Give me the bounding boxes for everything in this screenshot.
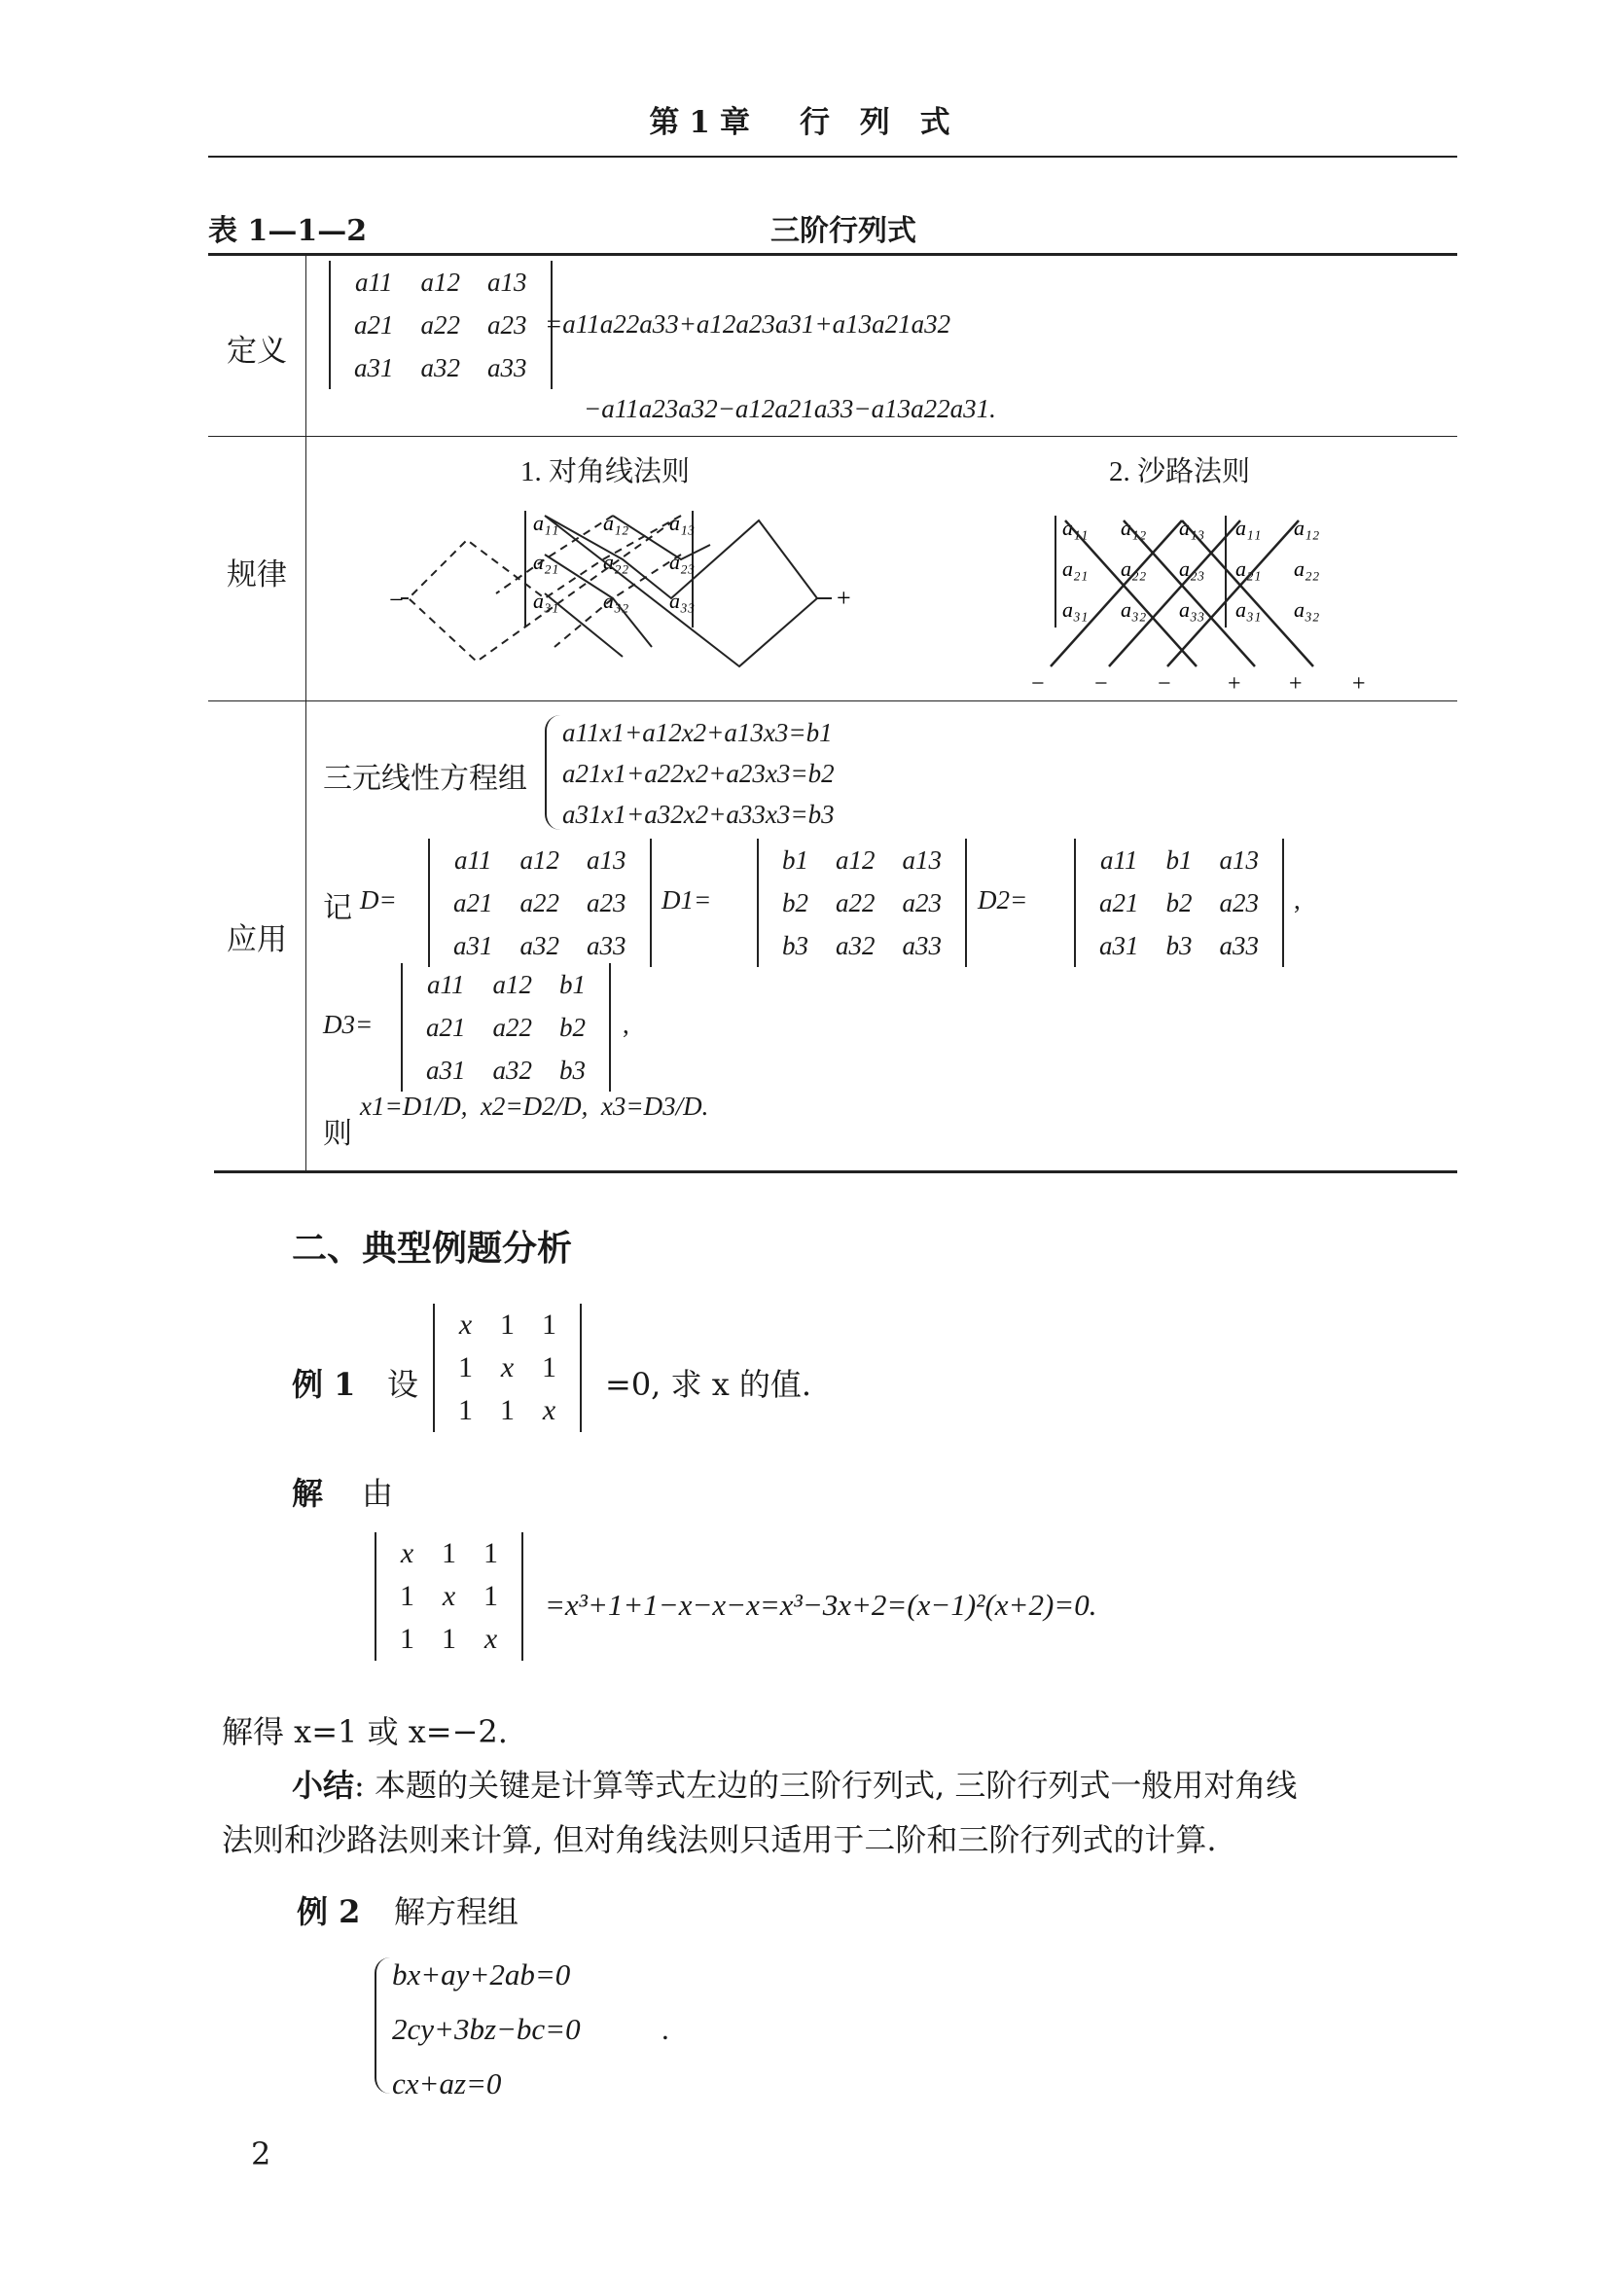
svg-text:a₂₃: a₂₃ (669, 550, 696, 574)
table-row-rule-1 (208, 436, 1457, 437)
cell: b2 (1165, 887, 1193, 917)
svg-text:a₁₂: a₁₂ (1294, 516, 1320, 540)
cell: a31 (354, 352, 394, 382)
cell: a32 (420, 352, 460, 382)
D2-label: D2= (978, 885, 1028, 915)
ji-label: 记 (323, 891, 352, 925)
cell: a23 (587, 887, 626, 917)
diagonal-rule-diagram (389, 501, 856, 691)
cell: b3 (559, 1055, 586, 1085)
ex2-period: . (661, 2012, 669, 2046)
system-eq-3: a31x1+a32x2+a33x3=b3 (562, 800, 835, 829)
cell: 1 (400, 1623, 414, 1655)
example-1-she: 设 (387, 1366, 419, 1403)
svg-text:a₁₁: a₁₁ (1235, 516, 1262, 540)
solution-determinant (375, 1532, 523, 1661)
svg-text:a₂₃: a₂₃ (1179, 556, 1205, 581)
cell: a11 (454, 844, 492, 875)
cell: x (400, 1537, 414, 1569)
cell: 1 (483, 1580, 498, 1612)
svg-text:−: − (1094, 671, 1108, 696)
cell: x (542, 1394, 556, 1426)
cell: 1 (400, 1580, 414, 1612)
solution-label: 解 (292, 1475, 324, 1512)
cell: 1 (500, 1394, 515, 1426)
rule-row-label: 规律 (227, 557, 287, 592)
sarrus-rule-diagram (1012, 506, 1420, 696)
example-1-determinant (433, 1304, 582, 1432)
cell: a31 (453, 930, 493, 960)
comma: , (1294, 885, 1301, 915)
cell: a33 (902, 930, 942, 960)
definition-expansion-line2: −a11a23a32−a12a21a33−a13a22a31. (584, 394, 996, 423)
diagonal-rule-title: 1. 对角线法则 (520, 456, 691, 487)
table-bottom-rule (214, 1170, 1457, 1173)
application-row-label: 应用 (227, 922, 287, 957)
determinant-D1 (757, 839, 967, 967)
cell: a13 (587, 844, 626, 875)
svg-text:a₁₃: a₁₃ (1179, 516, 1205, 540)
summary-text-1: : 本题的关键是计算等式左边的三阶行列式, 三阶行列式一般用对角线 (354, 1767, 1298, 1804)
table-label: 表 1—1—2 (208, 214, 368, 248)
cell: 1 (542, 1351, 556, 1383)
cell: a31 (426, 1055, 466, 1085)
svg-text:a₃₁: a₃₁ (1062, 597, 1089, 622)
cell: b3 (782, 930, 808, 960)
cell: a21 (354, 309, 394, 340)
svg-text:a₂₁: a₂₁ (1235, 556, 1262, 581)
cell: b2 (559, 1012, 586, 1042)
cell: a22 (519, 887, 559, 917)
cell: a23 (1219, 887, 1259, 917)
table-top-rule (208, 253, 1457, 256)
comma: , (623, 1010, 629, 1039)
svg-text:a₂₂: a₂₂ (1121, 556, 1147, 581)
cell: a23 (487, 309, 527, 340)
svg-text:−: − (1158, 671, 1171, 696)
cell: a12 (420, 267, 460, 297)
page-number: 2 (251, 2135, 271, 2172)
cell: b2 (782, 887, 808, 917)
sarrus-rule-title: 2. 沙路法则 (1109, 456, 1251, 487)
cell: a32 (519, 930, 559, 960)
example-2-title: 解方程组 (394, 1893, 519, 1930)
svg-text:+: + (1289, 671, 1303, 696)
determinant-D3 (401, 963, 611, 1092)
D3-label: D3= (323, 1010, 374, 1039)
svg-text:a₃₂: a₃₂ (1121, 597, 1147, 622)
determinant-D (428, 839, 652, 967)
cell: a23 (902, 887, 942, 917)
definition-row-label: 定义 (227, 334, 287, 369)
example-2-label: 例 2 (297, 1893, 361, 1930)
table-title: 三阶行列式 (770, 214, 916, 248)
table-column-rule (305, 255, 306, 1171)
svg-text:a₂₂: a₂₂ (1294, 556, 1320, 581)
cell: a32 (492, 1055, 532, 1085)
D-label: D= (360, 885, 397, 915)
svg-text:a₃₁: a₃₁ (533, 589, 559, 613)
cell: x (483, 1623, 498, 1655)
cell: a33 (1219, 930, 1259, 960)
solution-you: 由 (362, 1475, 394, 1512)
cramer-x1: x1=D1/D (360, 1092, 461, 1121)
cramer-result: x1=D1/D, x2=D2/D, x3=D3/D. (360, 1092, 709, 1121)
cell: 1 (500, 1309, 515, 1341)
ex2-eq-1: bx+ay+2ab=0 (392, 1957, 571, 1991)
summary-line-1 (292, 1761, 1297, 1806)
cell: a32 (836, 930, 876, 960)
svg-text:+: + (1352, 671, 1366, 696)
svg-text:a₃₃: a₃₃ (1179, 597, 1205, 622)
D1-label: D1= (661, 885, 712, 915)
cell: a21 (1099, 887, 1139, 917)
svg-text:a₃₃: a₃₃ (669, 589, 696, 613)
cell: a21 (426, 1012, 466, 1042)
page-header: 第1章 行 列 式 (649, 105, 960, 140)
svg-text:a₃₂: a₃₂ (1294, 597, 1320, 622)
cell: a22 (492, 1012, 532, 1042)
cell: x (442, 1580, 456, 1612)
cell: 1 (542, 1309, 556, 1341)
example-1-tail: =0, 求 x 的值. (605, 1366, 812, 1403)
system-brace (545, 715, 560, 830)
cell: b1 (782, 844, 808, 875)
cell: a11 (427, 969, 465, 999)
svg-text:+: + (1228, 671, 1241, 696)
cell: a33 (587, 930, 626, 960)
cell: b1 (1165, 844, 1193, 875)
system-label: 三元线性方程组 (323, 762, 527, 796)
cell: a31 (1099, 930, 1139, 960)
svg-text:a₁₂: a₁₂ (1121, 516, 1147, 540)
system-eq-1: a11x1+a12x2+a13x3=b1 (562, 718, 833, 747)
cell: a33 (487, 352, 527, 382)
cell: a12 (492, 969, 532, 999)
cell: a11 (1100, 844, 1138, 875)
cell: b3 (1165, 930, 1193, 960)
svg-text:a₂₁: a₂₁ (1062, 556, 1089, 581)
cramer-x2: x2=D2/D (480, 1092, 582, 1121)
header-rule (208, 156, 1457, 158)
svg-text:a₁₁: a₁₁ (533, 511, 559, 535)
cell: 1 (458, 1351, 473, 1383)
example-1-label: 例 1 (292, 1366, 356, 1403)
solution-answer: 解得 x=1 或 x=−2. (222, 1713, 508, 1750)
solution-expansion: =x³+1+1−x−x−x=x³−3x+2=(x−1)²(x+2)=0. (545, 1588, 1097, 1622)
cell: a22 (836, 887, 876, 917)
cell: a22 (420, 309, 460, 340)
summary-label: 小结 (292, 1767, 355, 1804)
svg-text:a₁₃: a₁₃ (669, 511, 696, 535)
svg-text:a₁₁: a₁₁ (1062, 516, 1089, 540)
summary-line-2: 法则和沙路法则来计算, 但对角线法则只适用于二阶和三阶行列式的计算. (222, 1821, 1217, 1858)
cell: a13 (1219, 844, 1259, 875)
svg-text:−: − (1031, 671, 1045, 696)
svg-text:a₂₂: a₂₂ (603, 550, 629, 574)
ex2-system-brace (375, 1957, 390, 2094)
cell: a12 (519, 844, 559, 875)
cell: 1 (442, 1537, 456, 1569)
svg-text:a₁₂: a₁₂ (603, 511, 629, 535)
cell: 1 (458, 1394, 473, 1426)
cell: a12 (836, 844, 876, 875)
definition-expansion-line1: =a11a22a33+a12a23a31+a13a21a32 (545, 309, 951, 339)
cell: a21 (453, 887, 493, 917)
determinant-D2 (1074, 839, 1284, 967)
plus-sign: + (837, 584, 851, 612)
ze-label: 则 (323, 1117, 352, 1151)
cell: 1 (483, 1537, 498, 1569)
cell: a11 (355, 267, 393, 297)
cell: a13 (487, 267, 527, 297)
ex2-eq-3: cx+az=0 (392, 2066, 502, 2100)
cramer-x3: x3=D3/D (600, 1092, 702, 1121)
svg-text:a₃₂: a₃₂ (603, 589, 629, 613)
cell: 1 (442, 1623, 456, 1655)
section-title: 二、典型例题分析 (292, 1228, 573, 1269)
minus-sign: − (389, 586, 404, 614)
cell: x (458, 1309, 473, 1341)
system-eq-2: a21x1+a22x2+a23x3=b2 (562, 759, 835, 788)
table-row-rule-2 (208, 700, 1457, 701)
definition-determinant (329, 261, 553, 389)
cell: x (500, 1351, 515, 1383)
ex2-eq-2: 2cy+3bz−bc=0 (392, 2012, 581, 2046)
cell: a13 (902, 844, 942, 875)
cell: b1 (559, 969, 586, 999)
svg-text:a₂₁: a₂₁ (533, 550, 559, 574)
svg-text:a₃₁: a₃₁ (1235, 597, 1262, 622)
